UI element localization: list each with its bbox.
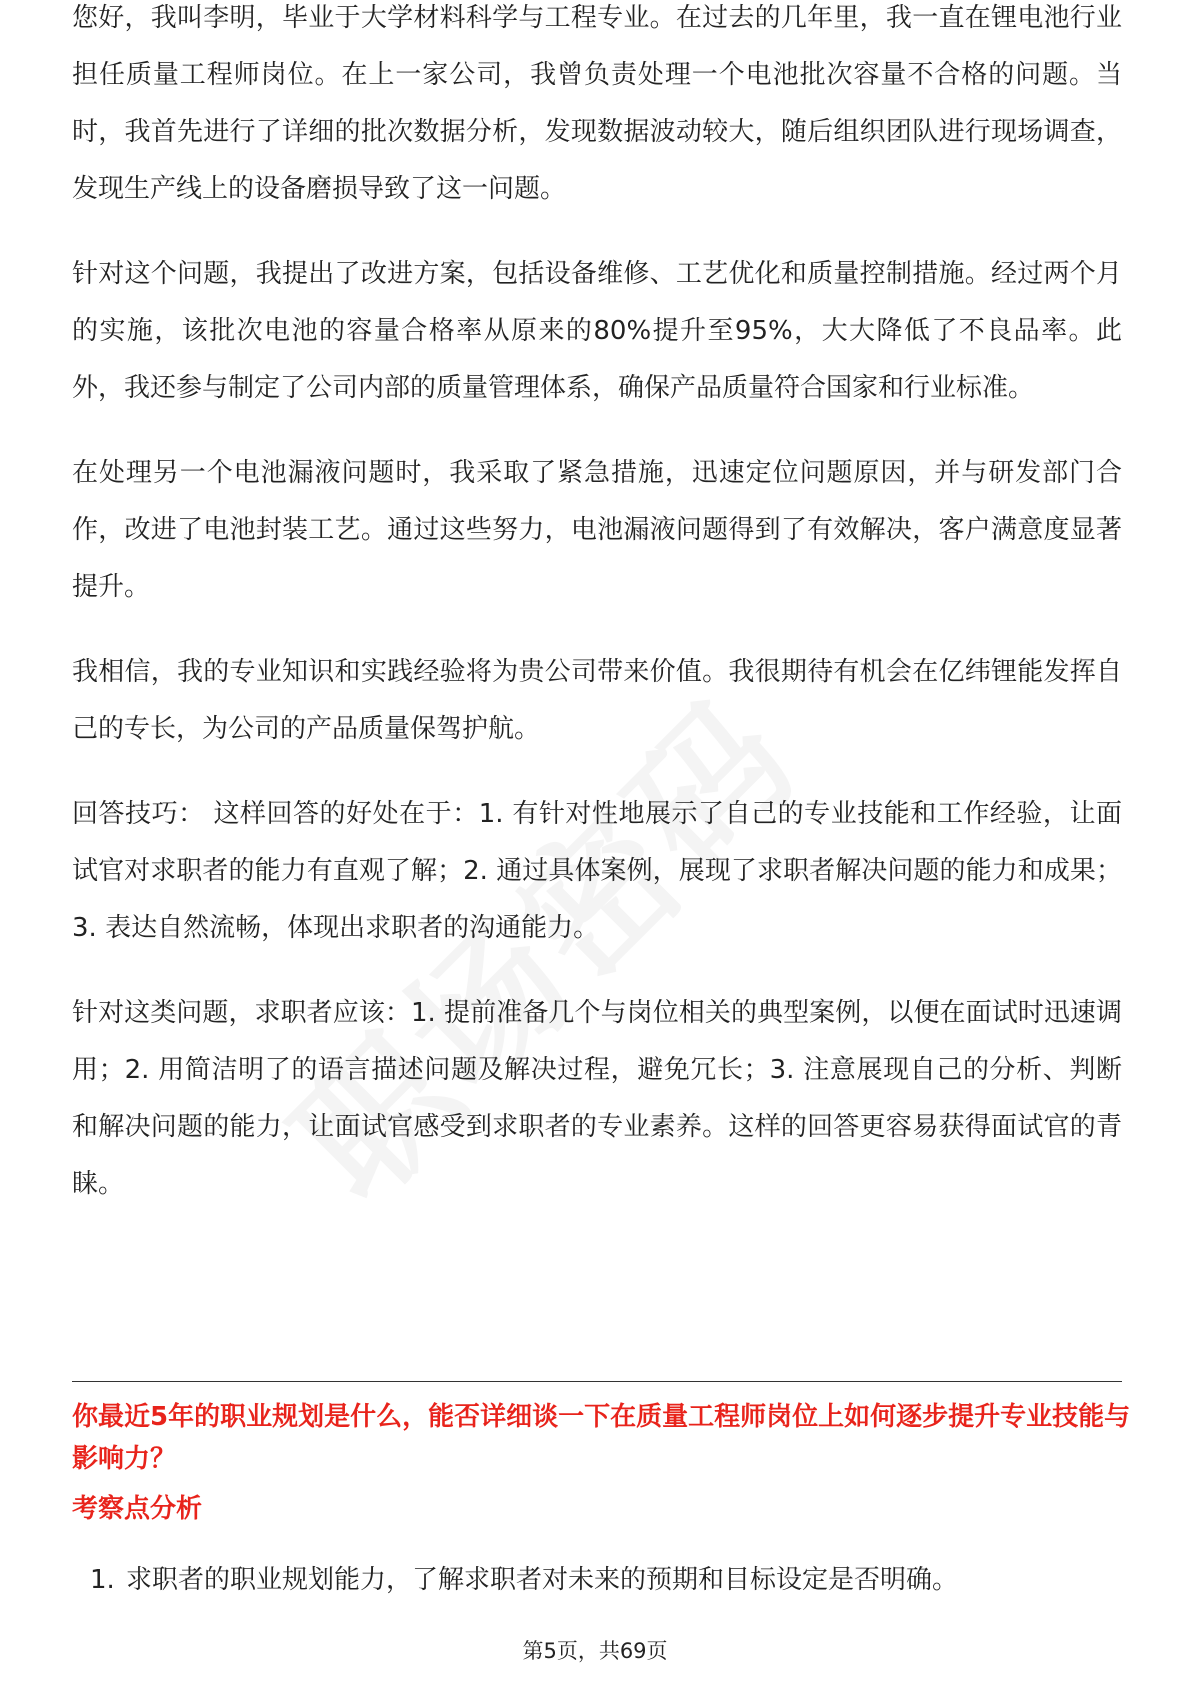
advice-paragraph: 针对这类问题，求职者应该：1. 提前准备几个与岗位相关的典型案例，以便在面试时迅速调用；2. 用简洁明了的语言描述问题及解决过程，避免冗长；3. 注意展现自己的分析、判断和解决问题的能力，让面试官感受到求职者的专业素养。这样的回答更容易获得面试官的青睐。 — [72, 998, 1122, 1199]
answer-tips-paragraph: 回答技巧： 这样回答的好处在于：1. 有针对性地展示了自己的专业技能和工作经验，让面试官对求职者的能力有直观了解；2. 通过具体案例，展现了求职者解决问题的能力和成果；3. 表达自然流畅，体现出求职者的沟通能力。 — [72, 799, 1122, 943]
paragraph: 针对这个问题，我提出了改进方案，包括设备维修、工艺优化和质量控制措施。经过两个月的实施，该批次电池的容量合格率从原来的80%提升至95%，大大降低了不良品率。此外，我还参与制定了公司内部的质量管理体系，确保产品质量符合国家和行业标准。 — [72, 259, 1122, 403]
section-heading: 考察点分析 — [72, 1494, 203, 1524]
interview-question: 你最近5年的职业规划是什么，能否详细谈一下在质量工程师岗位上如何逐步提升专业技能与影响力？ — [72, 1402, 1131, 1474]
analysis-list — [90, 1560, 958, 1600]
list-item-number: 1. — [90, 1565, 115, 1595]
answer-body — [72, 3, 1122, 1241]
list-item-text: 求职者的职业规划能力，了解求职者对未来的预期和目标设定是否明确。 — [126, 1565, 959, 1595]
list-item — [90, 1560, 958, 1600]
section-divider — [72, 1381, 1122, 1382]
paragraph: 您好，我叫李明，毕业于大学材料科学与工程专业。在过去的几年里，我一直在锂电池行业担任质量工程师岗位。在上一家公司，我曾负责处理一个电池批次容量不合格的问题。当时，我首先进行了详细的批次数据分析，发现数据波动较大，随后组织团队进行现场调查，发现生产线上的设备磨损导致了这一问题。 — [72, 3, 1122, 204]
page-footer: 第5页，共69页 — [522, 1639, 668, 1663]
paragraph: 我相信，我的专业知识和实践经验将为贵公司带来价值。我很期待有机会在亿纬锂能发挥自己的专长，为公司的产品质量保驾护航。 — [72, 657, 1122, 744]
paragraph: 在处理另一个电池漏液问题时，我采取了紧急措施，迅速定位问题原因，并与研发部门合作，改进了电池封装工艺。通过这些努力，电池漏液问题得到了有效解决，客户满意度显著提升。 — [72, 458, 1122, 602]
